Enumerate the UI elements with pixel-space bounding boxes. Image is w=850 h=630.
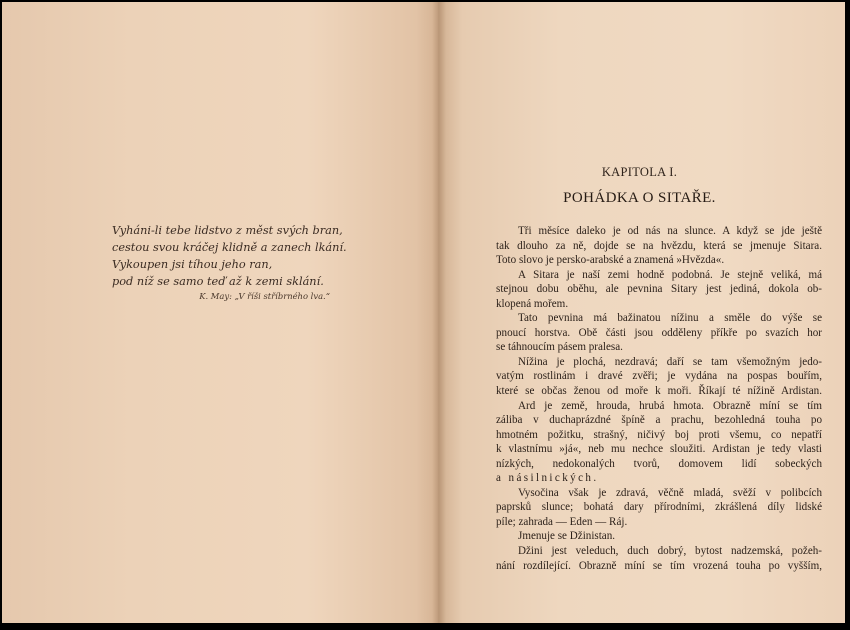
text-line: vatým rostlinám i dravé zvěři; je vydána na pospas bouřím,: [496, 370, 822, 383]
text-line: píle; zahrada — Eden — Ráj.: [496, 515, 628, 528]
poem-line: Vyháni-li tebe lidstvo z měst svých bran,: [112, 224, 343, 237]
text-line: klopená mořem.: [496, 297, 569, 310]
poem-line: cestou svou kráčej klidně a zanech lkání.: [112, 241, 347, 254]
epigraph-attribution: K. May: „V říši stříbrného lva.“: [199, 291, 330, 301]
text-line: Ard je země, hrouda, hrubá hmota. Obrazně míní se tím: [518, 399, 822, 412]
poem-line: Vykoupen jsi tíhou jeho ran,: [112, 258, 273, 271]
book-gutter: [432, 2, 446, 623]
text-line: hmotném požitku, strašný, ničivý boj proti všemu, co nepatří: [496, 428, 822, 441]
text-line: Tři měsíce daleko je od nás na slunce. A když se jde ještě: [518, 225, 822, 237]
text-line: se táhnoucím pásem pralesa.: [496, 341, 623, 354]
poem-line: pod níž se samo teď až k zemi sklání.: [112, 275, 324, 288]
left-page: [2, 2, 438, 623]
text-line: Tato pevnina má bažinatou nížinu a směle do výše se: [518, 312, 822, 325]
text-line: tak dlouho za ně, dojde se na hvězdu, která se jmenuje Sitara.: [496, 239, 822, 252]
text-line: stejnou dobu oběhu, ale pevnina Sitary jest jediná, dokola ob-: [496, 283, 822, 296]
text-line: nízkých, nedokonalých tvorů, domovem lidí sobeckých: [496, 457, 822, 470]
text-line: Jmenuje se Džinistan.: [518, 530, 616, 543]
text-line: k vlastnímu »já«, neb mu nechce sloužiti. Ardistan je tedy vlasti: [496, 443, 822, 456]
text-line: které se občas ženou od moře k moři. Říkají té nížině Ardistan.: [496, 385, 822, 398]
text-line: záliba v duchaprázdné špíně a prachu, bezohledná touha po: [496, 414, 822, 427]
text-line: Vysočina však je zdravá, věčně mladá, svěží v polibcích: [518, 486, 822, 499]
chapter-body-text: [496, 224, 822, 573]
text-line: nání rozdílející. Obrazně míní se tím vrozená touha po vyšším,: [496, 559, 822, 572]
text-line: a násilnických.: [496, 472, 599, 485]
chapter-title: POHÁDKA O SITAŘE.: [563, 190, 716, 206]
text-line: paprsků slunce; bohatá dary přírodními, zkrášlená díly lidské: [496, 501, 822, 514]
text-line: Džini jest veleduch, duch dobrý, bytost nadzemská, požeh-: [518, 545, 822, 558]
text-line: Toto slovo je persko-arabské a znamená »Hvězda«.: [496, 254, 725, 267]
text-line: pnoucí horstva. Obě části jsou odděleny příkře po svazích hor: [496, 326, 822, 339]
text-line: Nížina je plochá, nezdravá; daří se tam všemožným jedo-: [518, 355, 822, 368]
epigraph-poem: [112, 222, 347, 290]
text-line: A Sitara je naší zemi hodně podobná. Je stejně veliká, má: [518, 268, 822, 281]
chapter-label: KAPITOLA I.: [601, 165, 678, 179]
